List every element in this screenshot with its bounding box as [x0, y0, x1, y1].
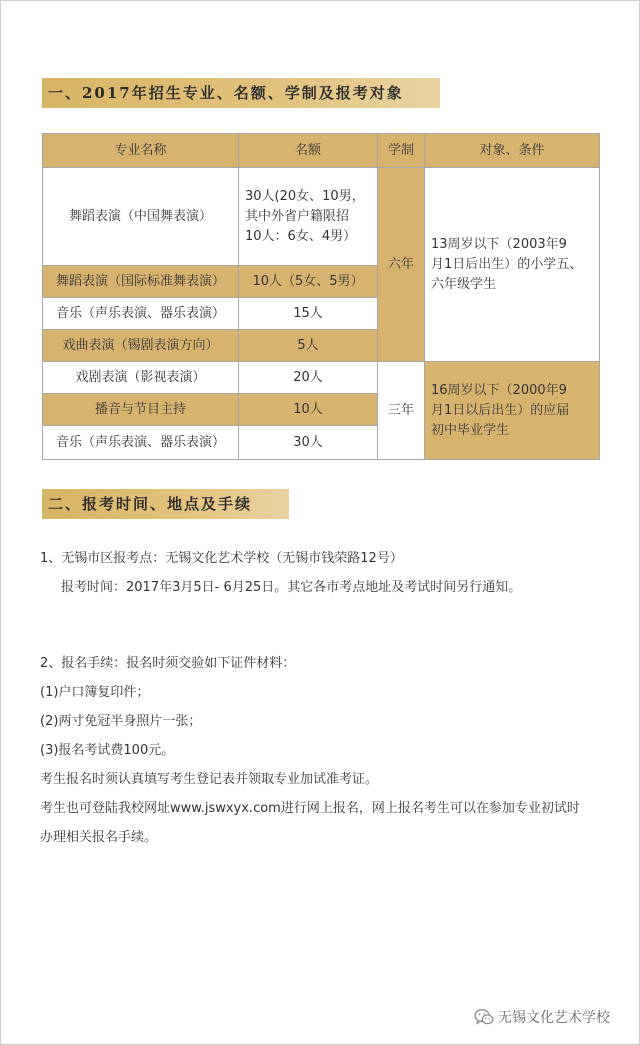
- condition-line: 月1日以后出生）的应届: [431, 402, 570, 418]
- major-cell: 戏曲表演（锡剧表演方向）: [43, 330, 239, 362]
- registration-procedure: 2、报名手续：报名时须交验如下证件材料：: [40, 656, 296, 671]
- table-row: [43, 362, 600, 394]
- header-major: 专业名称: [43, 134, 239, 168]
- registration-note: 考生报名时须认真填写考生登记表并领取专业加试准考证。: [40, 772, 379, 787]
- quota-line: 10人：6女、4男）: [245, 228, 357, 244]
- online-registration-note-cont: 办理相关报名手续。: [40, 830, 158, 845]
- major-cell: 音乐（声乐表演、器乐表演）: [43, 426, 239, 460]
- major-cell: 播音与节目主持: [43, 394, 239, 426]
- quota-cell: 10人: [239, 394, 378, 426]
- registration-time: 报考时间：2017年3月5日- 6月25日。其它各市考点地址及考试时间另行通知。: [61, 580, 522, 595]
- required-doc-2: (2)两寸免冠半身照片一张；: [40, 714, 202, 729]
- table-header-row: [43, 134, 600, 168]
- condition-line: 16周岁以下（2000年9: [431, 382, 567, 398]
- quota-cell: [239, 168, 378, 266]
- condition-line: 初中毕业学生: [431, 422, 510, 438]
- quota-line: 30人(20女、10男，: [245, 188, 365, 204]
- major-cell: 音乐（声乐表演、器乐表演）: [43, 298, 239, 330]
- footer-account: [474, 1005, 610, 1029]
- condition-line: 13周岁以下（2003年9: [431, 236, 567, 252]
- quota-line: 其中外省户籍限招: [245, 208, 350, 224]
- required-doc-1: (1)户口簿复印件；: [40, 685, 150, 700]
- section-2-title: 二、报考时间、地点及手续: [42, 489, 289, 519]
- wechat-icon: [474, 1008, 494, 1026]
- section-1-title: 一、2017年招生专业、名额、学制及报考对象: [42, 78, 440, 108]
- header-quota: 名额: [239, 134, 378, 168]
- quota-cell: 20人: [239, 362, 378, 394]
- duration-cell: 三年: [378, 362, 425, 460]
- required-doc-3: (3)报名考试费100元。: [40, 743, 175, 758]
- condition-cell: [425, 168, 600, 362]
- footer-account-name: 无锡文化艺术学校: [498, 1010, 610, 1026]
- quota-cell: 15人: [239, 298, 378, 330]
- condition-cell: [425, 362, 600, 460]
- quota-cell: 5人: [239, 330, 378, 362]
- major-cell: 舞蹈表演（中国舞表演）: [43, 168, 239, 266]
- major-cell: 舞蹈表演（国际标准舞表演）: [43, 266, 239, 298]
- major-cell: 戏剧表演（影视表演）: [43, 362, 239, 394]
- duration-cell: 六年: [378, 168, 425, 362]
- table-row: [43, 168, 600, 266]
- registration-site: 1、无锡市区报考点：无锡文化艺术学校（无锡市钱荣路12号）: [40, 551, 403, 566]
- header-condition: 对象、条件: [425, 134, 600, 168]
- quota-cell: 10人（5女、5男）: [239, 266, 378, 298]
- quota-cell: 30人: [239, 426, 378, 460]
- online-registration-note: 考生也可登陆我校网址www.jswxyx.com进行网上报名，网上报名考生可以在参加专业初试时: [40, 801, 580, 816]
- condition-line: 六年级学生: [431, 276, 497, 292]
- condition-line: 月1日后出生）的小学五、: [431, 256, 583, 272]
- header-duration: 学制: [378, 134, 425, 168]
- enrollment-table: [42, 133, 600, 460]
